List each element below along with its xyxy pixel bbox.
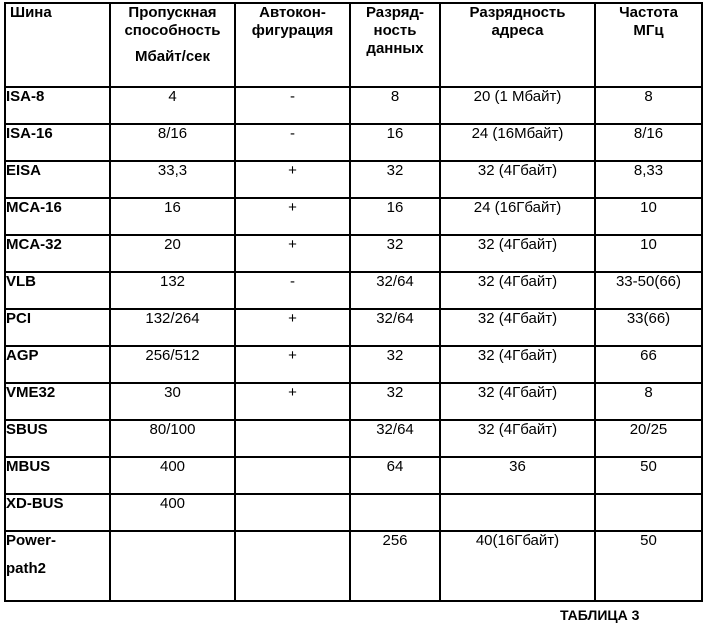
table-row (5, 309, 702, 346)
autoconfig-cell (235, 457, 350, 494)
table-row (5, 124, 702, 161)
data-width-cell: 8 (350, 87, 440, 124)
autoconfig-cell: - (235, 124, 350, 161)
bus-name-line2: path2 (6, 560, 47, 577)
address-cell: 32 (4Гбайт) (440, 235, 595, 272)
frequency-cell: 10 (595, 198, 702, 235)
address-cell: 32 (4Гбайт) (440, 161, 595, 198)
table-row (5, 457, 702, 494)
autoconfig-cell: + (235, 309, 350, 346)
table-row (5, 494, 702, 531)
header-address-width: Разрядность адреса (440, 3, 595, 87)
address-cell: 40(16Гбайт) (440, 531, 595, 601)
data-width-cell: 256 (350, 531, 440, 601)
frequency-cell: 20/25 (595, 420, 702, 457)
bus-name: AGP (5, 346, 110, 383)
throughput-cell: 30 (110, 383, 235, 420)
frequency-cell: 8,33 (595, 161, 702, 198)
data-width-cell: 32/64 (350, 272, 440, 309)
frequency-cell: 8 (595, 87, 702, 124)
data-width-cell: 32 (350, 346, 440, 383)
frequency-cell: 8 (595, 383, 702, 420)
address-cell: 32 (4Гбайт) (440, 420, 595, 457)
header-autoconfig: Автокон- фигурация (235, 3, 350, 87)
throughput-cell: 256/512 (110, 346, 235, 383)
table-row (5, 383, 702, 420)
frequency-cell: 33(66) (595, 309, 702, 346)
table-row (5, 531, 702, 601)
bus-name: MCA-32 (5, 235, 110, 272)
throughput-cell: 400 (110, 494, 235, 531)
autoconfig-cell: - (235, 87, 350, 124)
address-cell: 24 (16Гбайт) (440, 198, 595, 235)
bus-name-line1: Power- (6, 532, 57, 549)
table-row (5, 420, 702, 457)
table-row (5, 346, 702, 383)
data-width-cell: 32/64 (350, 420, 440, 457)
autoconfig-cell: + (235, 161, 350, 198)
header-row (5, 3, 702, 87)
bus-comparison-table (4, 2, 703, 602)
throughput-cell: 33,3 (110, 161, 235, 198)
data-width-cell: 16 (350, 124, 440, 161)
throughput-cell: 20 (110, 235, 235, 272)
address-cell: 32 (4Гбайт) (440, 272, 595, 309)
frequency-cell: 10 (595, 235, 702, 272)
bus-name: MCA-16 (5, 198, 110, 235)
data-width-cell: 32 (350, 383, 440, 420)
throughput-cell: 4 (110, 87, 235, 124)
bus-name: ISA-16 (5, 124, 110, 161)
table-row (5, 235, 702, 272)
data-width-cell: 64 (350, 457, 440, 494)
autoconfig-cell (235, 531, 350, 601)
address-cell: 36 (440, 457, 595, 494)
bus-name: VLB (5, 272, 110, 309)
frequency-cell: 33-50(66) (595, 272, 702, 309)
frequency-cell: 50 (595, 457, 702, 494)
data-width-cell: 32 (350, 161, 440, 198)
autoconfig-cell: + (235, 235, 350, 272)
throughput-cell: 16 (110, 198, 235, 235)
frequency-cell: 66 (595, 346, 702, 383)
header-bus: Шина (5, 3, 110, 87)
bus-name: SBUS (5, 420, 110, 457)
throughput-cell: 132 (110, 272, 235, 309)
autoconfig-cell: + (235, 198, 350, 235)
throughput-cell: 8/16 (110, 124, 235, 161)
address-cell: 24 (16Мбайт) (440, 124, 595, 161)
table-row (5, 198, 702, 235)
frequency-cell: 8/16 (595, 124, 702, 161)
bus-name: VME32 (5, 383, 110, 420)
bus-name: EISA (5, 161, 110, 198)
data-width-cell: 32/64 (350, 309, 440, 346)
address-cell (440, 494, 595, 531)
address-cell: 20 (1 Мбайт) (440, 87, 595, 124)
autoconfig-cell: + (235, 346, 350, 383)
autoconfig-cell: + (235, 383, 350, 420)
data-width-cell: 16 (350, 198, 440, 235)
table-row (5, 161, 702, 198)
table-caption: ТАБЛИЦА 3 (560, 607, 640, 623)
header-data-width: Разряд- ность данных (350, 3, 440, 87)
data-width-cell: 32 (350, 235, 440, 272)
table-row (5, 87, 702, 124)
bus-name: MBUS (5, 457, 110, 494)
throughput-cell: 400 (110, 457, 235, 494)
bus-name: ISA-8 (5, 87, 110, 124)
bus-name (5, 531, 110, 601)
autoconfig-cell: - (235, 272, 350, 309)
throughput-cell (110, 531, 235, 601)
address-cell: 32 (4Гбайт) (440, 309, 595, 346)
throughput-cell: 132/264 (110, 309, 235, 346)
throughput-cell: 80/100 (110, 420, 235, 457)
bus-name: XD-BUS (5, 494, 110, 531)
frequency-cell (595, 494, 702, 531)
address-cell: 32 (4Гбайт) (440, 383, 595, 420)
header-throughput: Пропускная способность Мбайт/сек (110, 3, 235, 87)
frequency-cell: 50 (595, 531, 702, 601)
header-frequency: Частота МГц (595, 3, 702, 87)
data-width-cell (350, 494, 440, 531)
table-row (5, 272, 702, 309)
bus-name: PCI (5, 309, 110, 346)
address-cell: 32 (4Гбайт) (440, 346, 595, 383)
autoconfig-cell (235, 494, 350, 531)
autoconfig-cell (235, 420, 350, 457)
